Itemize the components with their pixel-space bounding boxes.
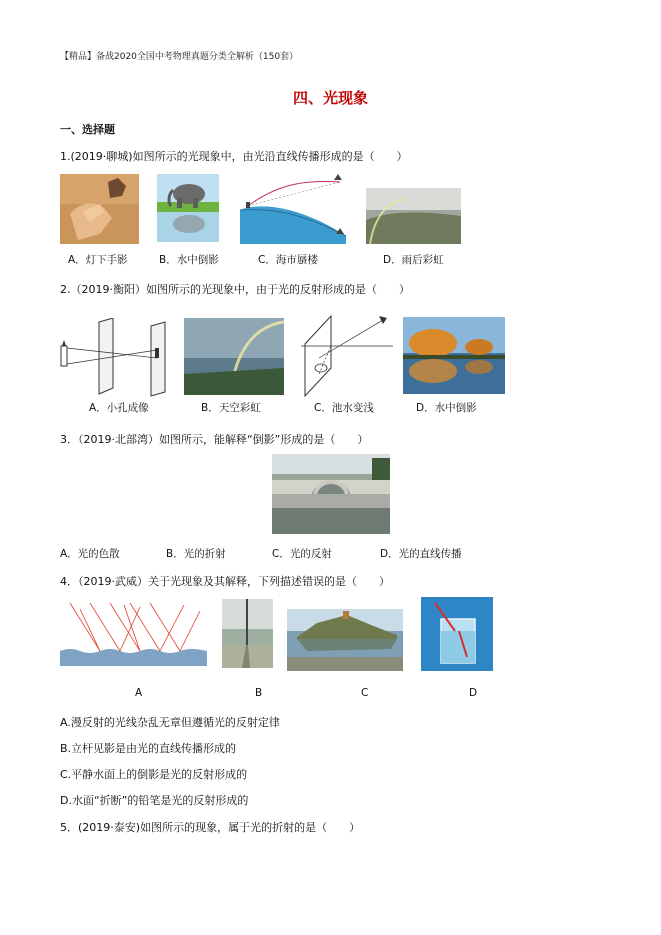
- q3-option-c[interactable]: C．光的反射: [272, 548, 332, 560]
- q3-option-b[interactable]: B．光的折射: [166, 548, 226, 560]
- q2-image-pinhole: [55, 318, 180, 398]
- q4-label-a: A: [135, 687, 143, 699]
- q4-image-pencil-water: [421, 597, 493, 671]
- question-4-stem: 4．（2019·武威）关于光现象及其解释，下列描述错误的是（ ）: [60, 575, 390, 588]
- q4-statement-d[interactable]: D.水面“折断”的铅笔是光的反射形成的: [60, 794, 249, 807]
- q1-option-d[interactable]: D．雨后彩虹: [383, 254, 444, 266]
- q1-option-b[interactable]: B．水中倒影: [159, 254, 219, 266]
- q3-option-a[interactable]: A．光的色散: [60, 548, 120, 560]
- section-heading: 一、选择题: [60, 123, 115, 136]
- q2-image-rainbow-sky: [184, 318, 284, 395]
- q4-statement-b[interactable]: B.立杆见影是由光的直线传播形成的: [60, 742, 237, 755]
- q4-statement-c[interactable]: C.平静水面上的倒影是光的反射形成的: [60, 768, 248, 781]
- q4-statement-a[interactable]: A.漫反射的光线杂乱无章但遵循光的反射定律: [60, 716, 280, 729]
- q1-option-c[interactable]: C．海市蜃楼: [258, 254, 318, 266]
- q1-image-elephant-reflection: [157, 174, 219, 242]
- q1-option-a[interactable]: A．灯下手影: [68, 254, 128, 266]
- q4-label-b: B: [255, 687, 263, 699]
- q2-image-water-reflection: [403, 317, 505, 394]
- page-title: 四、光现象: [292, 89, 368, 107]
- document-header: 【精品】备战2020全国中考物理真题分类全解析（150套）: [60, 52, 299, 62]
- q2-option-d[interactable]: D．水中倒影: [416, 402, 477, 414]
- q2-option-b[interactable]: B．天空彩虹: [201, 402, 261, 414]
- q1-image-mirage: [240, 172, 352, 244]
- question-2-stem: 2.（2019·衡阳）如图所示的光现象中，由于光的反射形成的是（ ）: [60, 283, 410, 296]
- q1-image-rainbow: [366, 188, 461, 244]
- q1-image-hand-shadow: [60, 174, 139, 244]
- q4-image-lake-reflection: [287, 609, 403, 671]
- q4-label-c: C: [361, 687, 369, 699]
- q3-option-d[interactable]: D．光的直线传播: [380, 548, 462, 560]
- q2-image-pool-depth: [301, 312, 393, 399]
- question-5-stem: 5．(2019·泰安)如图所示的现象，属于光的折射的是（ ）: [60, 821, 361, 834]
- q3-image-bridge-reflection: [272, 454, 390, 534]
- question-3-stem: 3．（2019·北部湾）如图所示，能解释“倒影”形成的是（ ）: [60, 433, 369, 446]
- q2-option-a[interactable]: A．小孔成像: [89, 402, 149, 414]
- q4-label-d: D: [469, 687, 478, 699]
- q2-option-c[interactable]: C．池水变浅: [314, 402, 374, 414]
- q4-image-pole-shadow: [222, 599, 273, 668]
- q4-image-diffuse-reflection: [60, 599, 207, 666]
- question-1-stem: 1.(2019·聊城)如图所示的光现象中，由光沿直线传播形成的是（ ）: [60, 150, 408, 163]
